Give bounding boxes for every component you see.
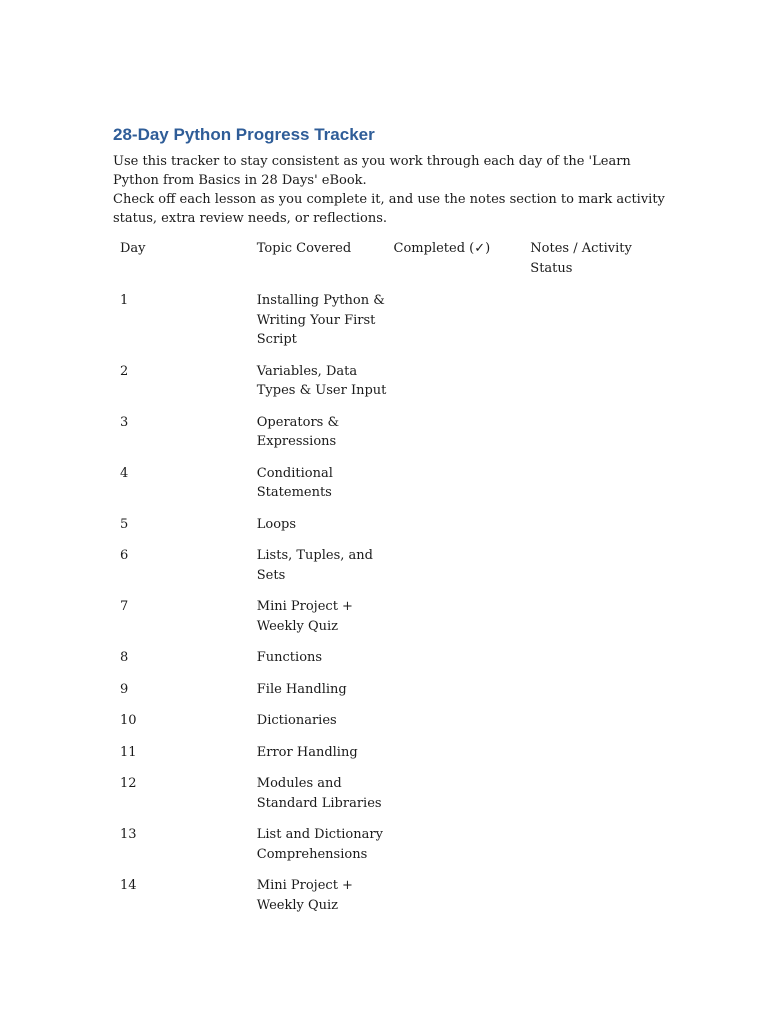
topic-cell: Variables, Data Types & User Input bbox=[256, 363, 387, 398]
day-cell: 7 bbox=[120, 599, 129, 614]
header-notes: Notes / Activity Status bbox=[530, 241, 632, 276]
completed-cell[interactable] bbox=[387, 464, 524, 515]
day-cell: 9 bbox=[120, 681, 129, 697]
notes-cell[interactable] bbox=[523, 464, 653, 515]
day-cell: 2 bbox=[120, 363, 129, 379]
notes-cell[interactable] bbox=[523, 774, 653, 825]
completed-cell[interactable] bbox=[387, 291, 524, 362]
topic-cell: Installing Python & Writing Your First Script bbox=[256, 293, 385, 347]
notes-cell[interactable] bbox=[523, 648, 653, 680]
intro-paragraph-2: Check off each lesson as you complete it, and use the notes section to mark activity status, extra review needs, or reflections. bbox=[113, 192, 665, 226]
day-cell: 14 bbox=[120, 878, 137, 893]
notes-cell[interactable] bbox=[523, 711, 653, 743]
completed-cell[interactable] bbox=[387, 648, 524, 680]
day-cell: 1 bbox=[120, 293, 129, 308]
notes-cell[interactable] bbox=[523, 825, 653, 876]
notes-cell[interactable] bbox=[523, 546, 653, 597]
table-row bbox=[113, 711, 653, 743]
completed-cell[interactable] bbox=[387, 413, 524, 464]
table-row bbox=[113, 464, 653, 515]
document-page bbox=[113, 124, 673, 927]
topic-cell: Modules and Standard Libraries bbox=[256, 776, 382, 811]
topic-cell: List and Dictionary Comprehensions bbox=[256, 827, 383, 862]
completed-cell[interactable] bbox=[387, 515, 524, 547]
day-cell: 8 bbox=[120, 650, 129, 665]
topic-cell: File Handling bbox=[256, 681, 347, 697]
day-cell: 10 bbox=[120, 713, 137, 728]
table-row bbox=[113, 413, 653, 464]
table-row bbox=[113, 825, 653, 876]
completed-cell[interactable] bbox=[387, 774, 524, 825]
document-title: 28-Day Python Progress Tracker bbox=[113, 125, 375, 144]
day-cell: 4 bbox=[120, 465, 129, 481]
notes-cell[interactable] bbox=[523, 362, 653, 413]
topic-cell: Lists, Tuples, and Sets bbox=[256, 548, 373, 583]
completed-cell[interactable] bbox=[387, 876, 524, 927]
table-row bbox=[113, 597, 653, 648]
notes-cell[interactable] bbox=[523, 291, 653, 362]
day-cell: 5 bbox=[120, 516, 129, 532]
topic-cell: Functions bbox=[256, 650, 323, 665]
completed-cell[interactable] bbox=[387, 825, 524, 876]
completed-cell[interactable] bbox=[387, 680, 524, 712]
table-row bbox=[113, 680, 653, 712]
table-row bbox=[113, 546, 653, 597]
table-row bbox=[113, 876, 653, 927]
notes-cell[interactable] bbox=[523, 515, 653, 547]
completed-cell[interactable] bbox=[387, 711, 524, 743]
table-body bbox=[113, 291, 653, 927]
completed-cell[interactable] bbox=[387, 362, 524, 413]
topic-cell: Dictionaries bbox=[256, 713, 337, 728]
completed-cell[interactable] bbox=[387, 597, 524, 648]
completed-cell[interactable] bbox=[387, 743, 524, 775]
notes-cell[interactable] bbox=[523, 876, 653, 927]
day-cell: 11 bbox=[120, 744, 137, 760]
progress-table bbox=[113, 239, 653, 927]
table-row bbox=[113, 291, 653, 362]
completed-cell[interactable] bbox=[387, 546, 524, 597]
table-row bbox=[113, 648, 653, 680]
topic-cell: Mini Project + Weekly Quiz bbox=[256, 599, 353, 634]
header-day: Day bbox=[120, 241, 146, 256]
intro-paragraph-1: Use this tracker to stay consistent as you work through each day of the 'Learn Python from Basics in 28 Days' eBook. bbox=[113, 154, 631, 188]
day-cell: 12 bbox=[120, 776, 137, 791]
notes-cell[interactable] bbox=[523, 680, 653, 712]
header-completed: Completed (✓) bbox=[393, 241, 491, 256]
table-row bbox=[113, 362, 653, 413]
notes-cell[interactable] bbox=[523, 413, 653, 464]
notes-cell[interactable] bbox=[523, 743, 653, 775]
topic-cell: Error Handling bbox=[256, 744, 358, 760]
day-cell: 6 bbox=[120, 548, 129, 563]
topic-cell: Mini Project + Weekly Quiz bbox=[256, 878, 353, 913]
topic-cell: Conditional Statements bbox=[256, 465, 333, 500]
table-row bbox=[113, 743, 653, 775]
header-topic: Topic Covered bbox=[256, 241, 352, 256]
topic-cell: Operators & Expressions bbox=[256, 414, 340, 449]
table-row bbox=[113, 774, 653, 825]
notes-cell[interactable] bbox=[523, 597, 653, 648]
topic-cell: Loops bbox=[256, 516, 297, 532]
day-cell: 13 bbox=[120, 827, 137, 842]
day-cell: 3 bbox=[120, 414, 129, 430]
table-header-row bbox=[113, 239, 653, 291]
table-row bbox=[113, 515, 653, 547]
